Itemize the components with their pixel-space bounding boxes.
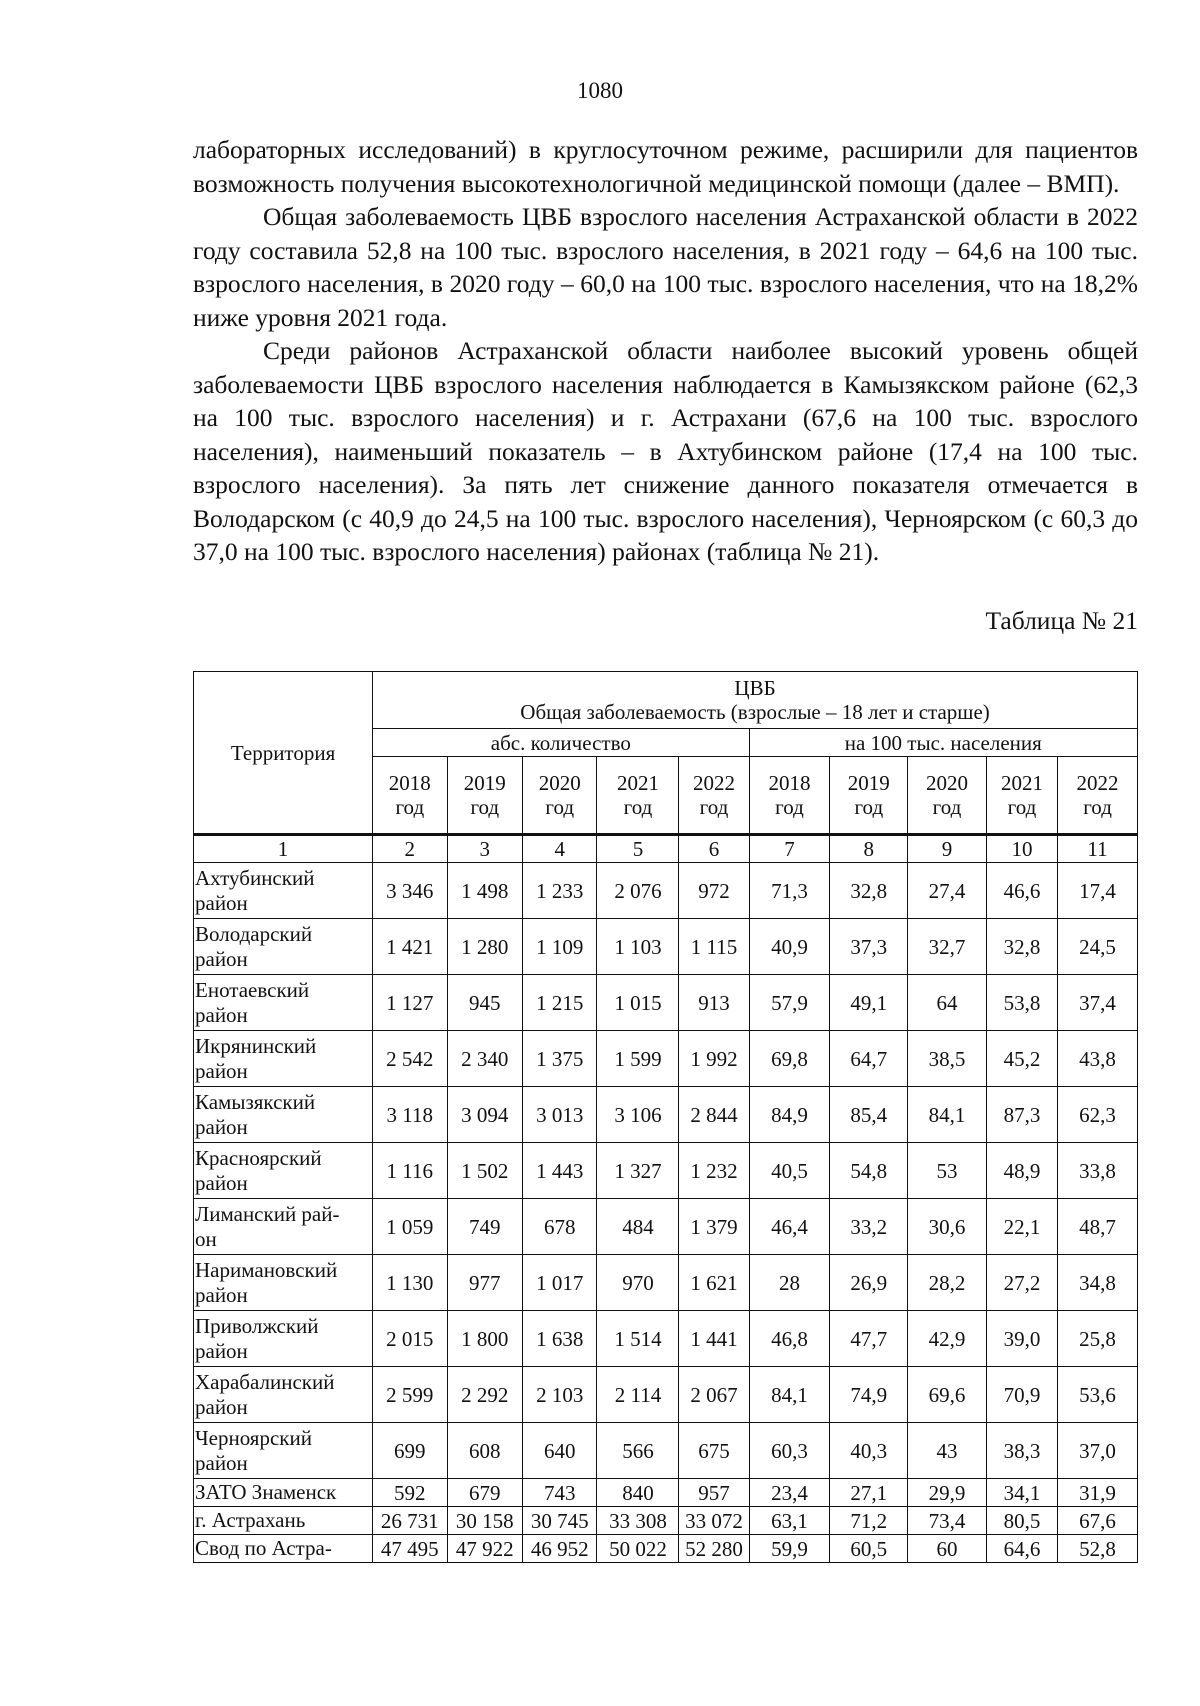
table-cell: 1 233 (523, 863, 597, 919)
territory-name (194, 919, 373, 975)
table-cell: 47 922 (447, 1535, 523, 1563)
table-cell: 678 (523, 1199, 597, 1255)
table-cell: 675 (679, 1423, 749, 1479)
table-cell: 73,4 (908, 1507, 987, 1535)
table-cell: 1 443 (523, 1143, 597, 1199)
table-cell: 3 013 (523, 1087, 597, 1143)
table-cell: 64,6 (986, 1535, 1057, 1563)
column-number: 1 (194, 835, 373, 863)
year-unit: год (699, 795, 729, 819)
table-cell: 38,3 (986, 1423, 1057, 1479)
table-cell: 70,9 (986, 1367, 1057, 1423)
table-cell: 67,6 (1058, 1507, 1138, 1535)
table-cell: 1 498 (447, 863, 523, 919)
table-cell: 26,9 (830, 1255, 908, 1311)
table-cell: 62,3 (1058, 1087, 1138, 1143)
territory-name-line: Лиманский рай- (195, 1201, 340, 1226)
table-cell: 1 280 (447, 919, 523, 975)
table-cell: 64,7 (830, 1031, 908, 1087)
table-cell: 71,3 (749, 863, 830, 919)
table-cell: 53,8 (986, 975, 1057, 1031)
territory-name-line: район (195, 1114, 248, 1139)
table-cell: 17,4 (1058, 863, 1138, 919)
year-header (523, 757, 597, 835)
territory-name (194, 1087, 373, 1143)
table-row (194, 1311, 1138, 1367)
table-cell: 46 952 (523, 1535, 597, 1563)
table-row (194, 1031, 1138, 1087)
table-cell: 31,9 (1058, 1479, 1138, 1507)
table-cell: 60,3 (749, 1423, 830, 1479)
territory-name-line: Свод по Астра- (195, 1536, 332, 1560)
territory-name-line: район (195, 946, 248, 971)
table-cell: 1 992 (679, 1031, 749, 1087)
table-cell: 74,9 (830, 1367, 908, 1423)
column-number: 2 (373, 835, 447, 863)
table-cell: 972 (679, 863, 749, 919)
table-cell: 63,1 (749, 1507, 830, 1535)
table-cell: 47,7 (830, 1311, 908, 1367)
table-cell: 566 (597, 1423, 679, 1479)
year-unit: год (623, 795, 653, 819)
column-number: 3 (447, 835, 523, 863)
territory-name (194, 1255, 373, 1311)
table-cell: 26 731 (373, 1507, 447, 1535)
table-row (194, 919, 1138, 975)
year-value: 2022 (1076, 771, 1119, 795)
territory-name (194, 1423, 373, 1479)
table-cell: 30 745 (523, 1507, 597, 1535)
year-header (830, 757, 908, 835)
table-cell: 69,6 (908, 1367, 987, 1423)
table-cell: 60,5 (830, 1535, 908, 1563)
table-cell: 38,5 (908, 1031, 987, 1087)
table-cell: 3 106 (597, 1087, 679, 1143)
body-text (193, 133, 1138, 569)
paragraph-3: Среди районов Астраханской области наиболее высокий уровень общей заболеваемости ЦВБ взрослого населения наблюдается в Камызякском районе (62,3 на 100 тыс. взрослого населения) и г. Астрахани (67,6 на 100 тыс. взрослого населения), наименьший показатель – в Ахтубинском районе (17,4 на 100 тыс. взрослого населения). За пять лет снижение данного показателя отмечается в Володарском (с 40,9 до 24,5 на 100 тыс. взрослого населения), Черноярском (с 60,3 до 37,0 на 100 тыс. взрослого населения) районах (таблица № 21). (193, 336, 1138, 566)
territory-name (194, 1507, 373, 1535)
table-cell: 2 340 (447, 1031, 523, 1087)
territory-name-line: Черноярский (195, 1425, 312, 1450)
table-cell: 40,9 (749, 919, 830, 975)
year-header (986, 757, 1057, 835)
table-cell: 1 800 (447, 1311, 523, 1367)
table-cell: 46,4 (749, 1199, 830, 1255)
table-cell: 47 495 (373, 1535, 447, 1563)
year-value: 2020 (926, 771, 969, 795)
table-cell: 84,1 (749, 1367, 830, 1423)
territory-name-line: Ахтубинский (195, 865, 315, 890)
table-cell: 1 116 (373, 1143, 447, 1199)
table-cell: 977 (447, 1255, 523, 1311)
year-unit: год (1007, 795, 1037, 819)
table-cell: 52,8 (1058, 1535, 1138, 1563)
territory-name-line: район (195, 1058, 248, 1083)
table-cell: 64 (908, 975, 987, 1031)
year-unit: год (932, 795, 962, 819)
territory-name-line: он (195, 1226, 217, 1251)
year-header (1058, 757, 1138, 835)
table-cell: 87,3 (986, 1087, 1057, 1143)
year-unit: год (1083, 795, 1112, 819)
table-cell: 1 015 (597, 975, 679, 1031)
table-cell: 1 375 (523, 1031, 597, 1087)
table-cell: 1 514 (597, 1311, 679, 1367)
table-caption: Таблица № 21 (985, 606, 1138, 635)
territory-name (194, 1143, 373, 1199)
table-cell: 699 (373, 1423, 447, 1479)
table-cell: 679 (447, 1479, 523, 1507)
table-cell: 970 (597, 1255, 679, 1311)
year-header (597, 757, 679, 835)
territory-name-line: район (195, 1450, 248, 1475)
table-cell: 1 638 (523, 1311, 597, 1367)
year-unit: год (470, 795, 500, 819)
table-cell: 43,8 (1058, 1031, 1138, 1087)
table-cell: 2 292 (447, 1367, 523, 1423)
table-cell: 1 130 (373, 1255, 447, 1311)
territory-name (194, 1199, 373, 1255)
group-title (373, 672, 1138, 729)
year-value: 2019 (463, 771, 506, 795)
table-cell: 913 (679, 975, 749, 1031)
table-cell: 2 114 (597, 1367, 679, 1423)
table-cell: 53,6 (1058, 1367, 1138, 1423)
table-cell: 1 379 (679, 1199, 749, 1255)
table-cell: 749 (447, 1199, 523, 1255)
year-value: 2021 (616, 771, 659, 795)
table-cell: 1 232 (679, 1143, 749, 1199)
table-cell: 48,9 (986, 1143, 1057, 1199)
table-cell: 3 094 (447, 1087, 523, 1143)
table-cell: 23,4 (749, 1479, 830, 1507)
paragraph-2: Общая заболеваемость ЦВБ взрослого населения Астраханской области в 2022 году составила 52,8 на 100 тыс. взрослого населения, в 2021 году – 64,6 на 100 тыс. взрослого населения, в 2020 году – 60,0 на 100 тыс. взрослого населения, что на 18,2% ниже уровня 2021 года. (193, 202, 1138, 332)
table-cell: 608 (447, 1423, 523, 1479)
table-cell: 33,8 (1058, 1143, 1138, 1199)
table-cell: 28 (749, 1255, 830, 1311)
table-cell: 28,2 (908, 1255, 987, 1311)
year-unit: год (395, 795, 425, 819)
table-cell: 1 127 (373, 975, 447, 1031)
year-unit: год (854, 795, 884, 819)
table-cell: 46,8 (749, 1311, 830, 1367)
table-cell: 2 067 (679, 1367, 749, 1423)
table-cell: 43 (908, 1423, 987, 1479)
table-cell: 84,9 (749, 1087, 830, 1143)
table-cell: 24,5 (1058, 919, 1138, 975)
table-row (194, 1423, 1138, 1479)
territory-name-line: ЗАТО Знаменск (195, 1480, 337, 1504)
table-cell: 592 (373, 1479, 447, 1507)
table-cell: 2 542 (373, 1031, 447, 1087)
table-cell: 85,4 (830, 1087, 908, 1143)
table-cell: 1 327 (597, 1143, 679, 1199)
column-number: 11 (1058, 835, 1138, 863)
paragraph-1: лабораторных исследований) в круглосуточном режиме, расширили для пациентов возможность получения высокотехнологичной медицинской помощи (далее – ВМП). (193, 135, 1138, 198)
table-cell: 3 118 (373, 1087, 447, 1143)
table-cell: 32,8 (986, 919, 1057, 975)
table-cell: 69,8 (749, 1031, 830, 1087)
table-cell: 2 599 (373, 1367, 447, 1423)
territory-name-line: г. Астрахань (195, 1508, 306, 1532)
table-cell: 743 (523, 1479, 597, 1507)
table-row (194, 1367, 1138, 1423)
table-cell: 1 441 (679, 1311, 749, 1367)
rate-header: на 100 тыс. населения (749, 729, 1137, 757)
table-row (194, 1535, 1138, 1563)
territory-name-line: район (195, 1170, 248, 1195)
table-cell: 49,1 (830, 975, 908, 1031)
territory-name (194, 1031, 373, 1087)
territory-name-line: Наримановский (195, 1257, 338, 1282)
table-cell: 2 015 (373, 1311, 447, 1367)
territory-header: Территория (194, 672, 373, 835)
table-cell: 2 103 (523, 1367, 597, 1423)
column-number: 6 (679, 835, 749, 863)
table-cell: 46,6 (986, 863, 1057, 919)
table-cell: 640 (523, 1423, 597, 1479)
table-cell: 25,8 (1058, 1311, 1138, 1367)
table-cell: 1 502 (447, 1143, 523, 1199)
table-row (194, 1479, 1138, 1507)
territory-name-line: Приволжский (195, 1313, 319, 1338)
table-cell: 3 346 (373, 863, 447, 919)
year-unit: год (775, 795, 804, 819)
column-number: 5 (597, 835, 679, 863)
territory-name (194, 1367, 373, 1423)
year-header (373, 757, 447, 835)
territory-name-line: Володарский (195, 921, 313, 946)
table-cell: 1 109 (523, 919, 597, 975)
table-cell: 957 (679, 1479, 749, 1507)
table-cell: 80,5 (986, 1507, 1057, 1535)
year-value: 2018 (768, 771, 811, 795)
table-cell: 52 280 (679, 1535, 749, 1563)
morbidity-table (193, 671, 1138, 1563)
table-row (194, 1255, 1138, 1311)
territory-name-line: район (195, 1002, 248, 1027)
table-cell: 27,2 (986, 1255, 1057, 1311)
territory-name (194, 1479, 373, 1507)
territory-name-line: район (195, 1338, 248, 1363)
table-cell: 53 (908, 1143, 987, 1199)
table-cell: 40,5 (749, 1143, 830, 1199)
table-cell: 34,1 (986, 1479, 1057, 1507)
table-cell: 1 421 (373, 919, 447, 975)
year-value: 2021 (1000, 771, 1043, 795)
year-unit: год (545, 795, 575, 819)
table-cell: 34,8 (1058, 1255, 1138, 1311)
group-title-line2: Общая заболеваемость (взрослые – 18 лет и старше) (520, 700, 990, 724)
column-number: 9 (908, 835, 987, 863)
table-cell: 60 (908, 1535, 987, 1563)
abs-count-header: абс. количество (373, 729, 749, 757)
territory-name-line: Красноярский (195, 1145, 322, 1170)
territory-name (194, 1311, 373, 1367)
table-cell: 71,2 (830, 1507, 908, 1535)
table-cell: 1 215 (523, 975, 597, 1031)
table-cell: 1 621 (679, 1255, 749, 1311)
table-cell: 37,0 (1058, 1423, 1138, 1479)
table-cell: 50 022 (597, 1535, 679, 1563)
table-cell: 48,7 (1058, 1199, 1138, 1255)
table-row (194, 1199, 1138, 1255)
year-value: 2018 (388, 771, 431, 795)
table-cell: 2 076 (597, 863, 679, 919)
group-title-line1: ЦВБ (734, 676, 776, 700)
table-cell: 29,9 (908, 1479, 987, 1507)
year-value: 2020 (538, 771, 581, 795)
table-cell: 1 115 (679, 919, 749, 975)
table-cell: 945 (447, 975, 523, 1031)
table-cell: 37,3 (830, 919, 908, 975)
table-cell: 39,0 (986, 1311, 1057, 1367)
column-number: 4 (523, 835, 597, 863)
year-header (447, 757, 523, 835)
column-number: 7 (749, 835, 830, 863)
table-cell: 32,8 (830, 863, 908, 919)
table-cell: 30,6 (908, 1199, 987, 1255)
territory-name-line: Енотаевский (195, 977, 310, 1002)
table-cell: 484 (597, 1199, 679, 1255)
table-cell: 840 (597, 1479, 679, 1507)
table-cell: 33 308 (597, 1507, 679, 1535)
table-cell: 22,1 (986, 1199, 1057, 1255)
territory-name (194, 1535, 373, 1563)
table-cell: 45,2 (986, 1031, 1057, 1087)
table-row (194, 1087, 1138, 1143)
table-cell: 1 103 (597, 919, 679, 975)
table-cell: 84,1 (908, 1087, 987, 1143)
year-header (679, 757, 749, 835)
table-row (194, 863, 1138, 919)
table-cell: 1 599 (597, 1031, 679, 1087)
territory-name (194, 863, 373, 919)
territory-name-line: район (195, 1282, 248, 1307)
table-cell: 59,9 (749, 1535, 830, 1563)
column-number: 10 (986, 835, 1057, 863)
table-cell: 54,8 (830, 1143, 908, 1199)
table-cell: 2 844 (679, 1087, 749, 1143)
table-cell: 30 158 (447, 1507, 523, 1535)
territory-name-line: Харабалинский (195, 1369, 335, 1394)
table-cell: 1 017 (523, 1255, 597, 1311)
year-value: 2022 (693, 771, 735, 795)
table-cell: 40,3 (830, 1423, 908, 1479)
table-cell: 27,1 (830, 1479, 908, 1507)
territory-name (194, 975, 373, 1031)
year-value: 2019 (847, 771, 890, 795)
table-row (194, 1143, 1138, 1199)
table-row (194, 975, 1138, 1031)
year-header (908, 757, 987, 835)
table-cell: 32,7 (908, 919, 987, 975)
territory-name-line: район (195, 890, 248, 915)
table-row (194, 1507, 1138, 1535)
table-cell: 33 072 (679, 1507, 749, 1535)
table-cell: 37,4 (1058, 975, 1138, 1031)
table-cell: 33,2 (830, 1199, 908, 1255)
territory-name-line: Икрянинский (195, 1033, 317, 1058)
column-number: 8 (830, 835, 908, 863)
page-number: 1080 (577, 78, 623, 103)
table-cell: 42,9 (908, 1311, 987, 1367)
table-cell: 27,4 (908, 863, 987, 919)
table-cell: 1 059 (373, 1199, 447, 1255)
territory-name-line: Камызякский (195, 1089, 316, 1114)
territory-name-line: район (195, 1394, 248, 1419)
table-cell: 57,9 (749, 975, 830, 1031)
year-header (749, 757, 830, 835)
